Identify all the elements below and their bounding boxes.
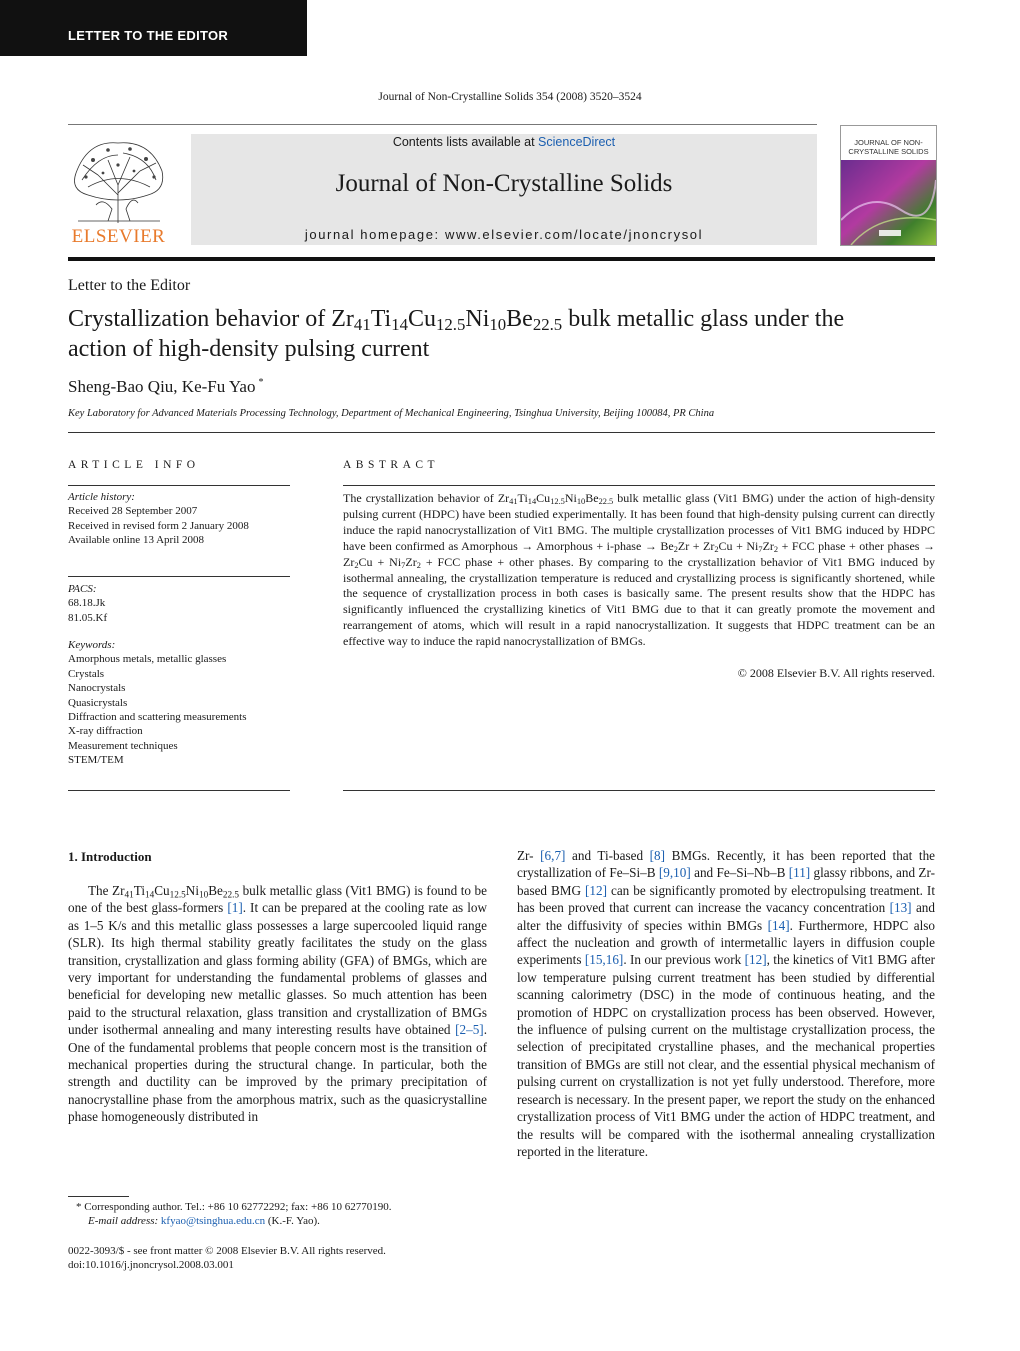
body-column-right [517,847,935,1160]
article-type: Letter to the Editor [68,277,191,294]
body-column-left [68,882,487,1126]
keywords-label: Keywords: [68,639,116,651]
reference-link[interactable]: [14] [767,917,790,933]
history-item: Received in revised form 2 January 2008 [68,519,249,532]
masthead-bottom-rule [68,257,935,261]
intro-paragraph-continued: Zr- [6,7] and Ti-based [8] BMGs. Recently, it has been reported that the crystallization of Fe–Si–B [9,10] and Fe–Si–Nb–B [11] glassy ribbons, and Zr-based BMG [12] can be significantly promoted by electropulsing treatment. It has been proved that current can increase the vacancy concentration [13] and alter the diffusivity of species within BMGs [14]. Furthermore, HDPC also affect the nucleation and growth of intermetallic layers in diffusion couple experiments [15,16]. In our previous work [12], the kinetics of Vit1 BMG after low temperature pulsing current treatment has been studied by differential scanning calorimetry (DSC) in the mode of continuous heating, and the promotion of HDPC on crystallization process has been observed. However, the influence of pulsing current on the multistage crystallization process, the selection of precipitated crystalline phases, and the mechanical properties transition of BMGs are still not clear, and the essential physical mechanism of pulsing current on crystallization is not yet fully understood. Therefore, more research is necessary. In the present paper, we report the study on the enhanced crystallization process of Vit1 BMG under the action of HDPC treatment, and the results will be compared with the isothermal annealing crystallization reported in the literature. [517,848,936,1159]
author-list [68,377,263,397]
abstract-end-rule [343,790,935,791]
abstract-rule [343,485,935,486]
article-info-heading: ARTICLE INFO [68,459,200,471]
reference-link[interactable]: [2–5] [455,1022,484,1038]
keyword-item: Amorphous metals, metallic glasses [68,653,227,666]
pacs-label: PACS: [68,583,97,595]
pacs-item: 68.18.Jk [68,597,106,610]
article-category-tag [0,0,307,56]
article-title: Crystallization behavior of $Zr_{41}Ti_{14}Cu_{12.5}Ni_{10}Be_{22.5}$ bulk metallic glass under the action of high-density pulsing current [68,306,845,362]
abstract-copyright: © 2008 Elsevier B.V. All rights reserved. [737,666,935,680]
email-link[interactable]: kfyao@tsinghua.edu.cn [160,1215,266,1227]
cover-title: JOURNAL OF NON-CRYSTALLINE SOLIDS [848,138,929,156]
reference-link[interactable]: [12] [744,952,767,968]
keyword-item: STEM/TEM [68,754,124,767]
reference-link[interactable]: [15,16] [584,952,624,968]
doi-link[interactable]: doi:10.1016/j.jnoncrysol.2008.03.001 [68,1259,234,1271]
journal-homepage-link[interactable]: journal homepage: www.elsevier.com/locate/jnoncrysol [304,227,704,242]
affiliation-rule [68,432,935,433]
keywords [68,638,290,768]
corresponding-author-footnote [68,1200,508,1228]
issn-line: 0022-3093/$ - see front matter © 2008 Elsevier B.V. All rights reserved. [68,1245,386,1257]
contents-line [191,135,817,149]
affiliation: Key Laboratory for Advanced Materials Processing Technology, Department of Mechanical Engineering, Tsinghua University, Beijing 100084, PR China [68,408,715,419]
abstract-text: The crystallization behavior of $Zr_{41}Ti_{14}Cu_{12.5}Ni_{10}Be_{22.5}$ bulk metallic glass (Vit1 BMG) under the action of high-density pulsing current (HDPC) have been studied experimentally. It has been found that high-density pulsing current can directly induce the rapid nanocrystallization of Vit1 BMG. The multiple crystallization processes of Vit1 BMG induced by HDPC have been confirmed as Amorphous → Amorphous + i-phase → $Be_2Zr + Zr_2Cu + Ni_7Zr_2$ + FCC phase + other phases → $Zr_2Cu + Ni_7Zr_2$ + FCC phase + other phases. By comparing to the crystallization behavior of Vit1 BMG induced by isothermal annealing, the crystallization temperature is reduced and crystallizing process is significantly shortened, while the sequence of crystallization process in both cases is basically same. The present results show that the HDPC has significantly influenced the crystallizing kinetics of Vit1 BMG due to that it can greatly promote the movement and rearrangement of atoms, which will result in a rapid nanocrystallization. It suggests that HDPC treatment can be an effective way to induce the rapid nanocrystallization of BMGs. [343,491,935,649]
corresponding-author-mark[interactable]: * [258,377,264,389]
journal-citation: Journal of Non-Crystalline Solids 354 (2008) 3520–3524 [378,91,642,103]
reference-link[interactable]: [12] [585,882,607,898]
reference-link[interactable]: [9,10] [658,865,691,881]
footnote-mark: * [76,1201,82,1213]
keyword-item: Quasicrystals [68,696,128,709]
pacs-item: 81.05.Kf [68,611,108,624]
history-item: Received 28 September 2007 [68,505,198,518]
keyword-item: X-ray diffraction [68,725,143,738]
reference-link[interactable]: [13] [889,900,912,916]
cover-artwork [841,160,936,245]
elsevier-wordmark: ELSEVIER [71,226,166,247]
email-label: E-mail address: [88,1215,161,1227]
journal-title: Journal of Non-Crystalline Solids [335,170,673,197]
issn-block [68,1244,386,1272]
history-label: Article history: [68,491,135,503]
article-history [68,490,290,548]
article-info-end-rule [68,790,290,791]
history-rule [68,576,290,577]
contents-prefix: Contents lists available at [392,135,539,149]
history-item: Available online 13 April 2008 [68,534,205,547]
keyword-item: Diffraction and scattering measurements [68,711,247,724]
authors: Sheng-Bao Qiu, Ke-Fu Yao [68,377,256,396]
tag-label: LETTER TO THE EDITOR [68,28,229,43]
pacs-codes [68,582,290,625]
reference-link[interactable]: [6,7] [540,848,566,863]
intro-paragraph: The $Zr_{41}Ti_{14}Cu_{12.5}Ni_{10}Be_{22.5}$ bulk metallic glass (Vit1 BMG) is found to be one of the best glass-formers [1]. It can be prepared at the cooling rate as low as 1–5 K/s and this metallic glass possesses a large supercooled liquid range (SLR). Its high thermal stability greatly facilitates the study on the glass transition, crystallization and glass forming ability (GFA) of BMGs, which are very important for understanding the fundamental problems of glasses and beneficial for developing new metallic glasses. So much attention has been paid to the structural relaxation, glass transition and crystallization of BMGs under isothermal annealing and many interesting results have obtained [2–5]. One of the fundamental problems that people concern most is the transition of mechanical properties during the structural change. In particular, both the strength and ductility can be improved by the primary precipitation of nanocrystalline phase from the amorphous matrix, such as the quasicrystalline phase homogeneously distributed in [68,883,487,1125]
keyword-item: Nanocrystals [68,682,126,695]
keyword-item: Crystals [68,667,105,680]
reference-link[interactable]: [11] [788,865,811,881]
masthead-top-rule [68,124,817,125]
sciencedirect-link[interactable]: ScienceDirect [538,135,616,149]
keyword-item: Measurement techniques [68,739,178,752]
email-suffix: (K.-F. Yao). [265,1215,320,1227]
abstract-heading: ABSTRACT [343,459,440,471]
footnote-rule [68,1196,129,1197]
reference-link[interactable]: [1] [227,900,243,916]
journal-cover-thumbnail [840,125,937,246]
footnote-text: Corresponding author. Tel.: +86 10 62772292; fax: +86 10 62770190. [81,1201,392,1213]
reference-link[interactable]: [8] [649,848,666,863]
article-info-rule [68,485,290,486]
section-heading-introduction: 1. Introduction [68,849,152,864]
